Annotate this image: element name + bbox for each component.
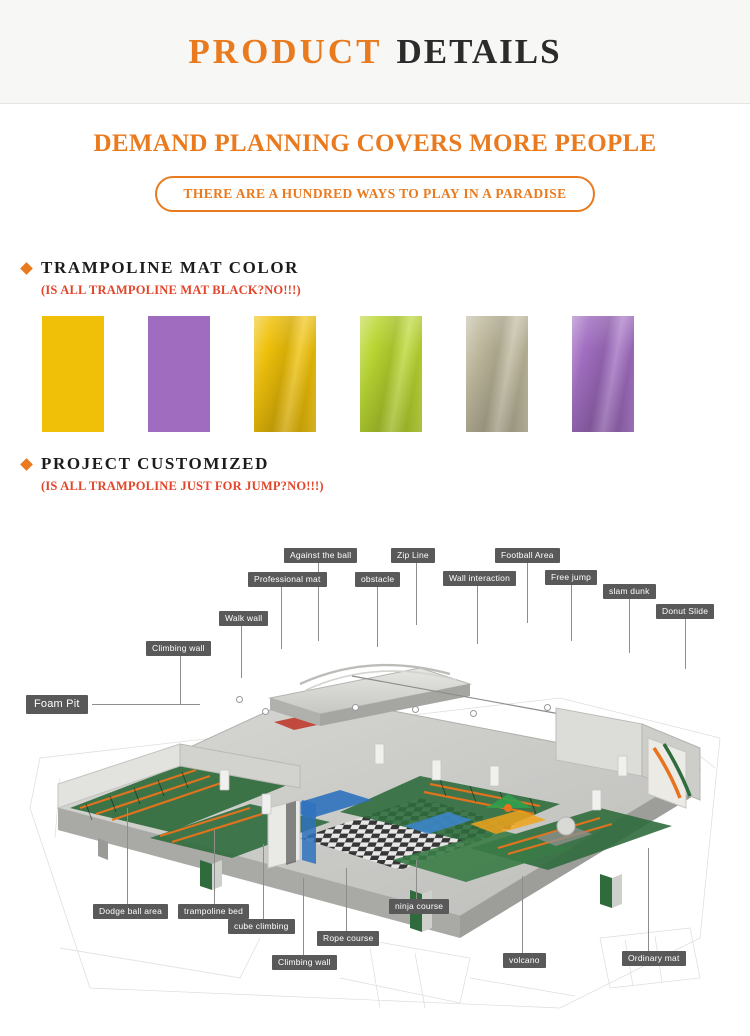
label-climbing-wall-top: Climbing wall — [146, 641, 211, 656]
leader-line — [214, 830, 215, 906]
label-trampoline-bed: trampoline bed — [178, 904, 249, 919]
leader-line — [377, 587, 378, 647]
callout-pin — [236, 696, 243, 703]
section-heading: DEMAND PLANNING COVERS MORE PEOPLE — [93, 130, 657, 157]
leader-line — [477, 586, 478, 644]
swatch-lime — [360, 316, 422, 432]
swatch-yellow — [254, 316, 316, 432]
leader-line — [522, 876, 523, 954]
swatch-sheen-vertical — [42, 316, 104, 432]
leader-line — [92, 704, 200, 705]
block-1-title-row — [22, 258, 750, 278]
label-ninja-course: ninja course — [389, 899, 449, 914]
block-1-title: TRAMPOLINE MAT COLOR — [41, 258, 300, 277]
label-walk-wall: Walk wall — [219, 611, 268, 626]
swatch-sheen-vertical — [148, 316, 210, 432]
label-football-area: Football Area — [495, 548, 560, 563]
callout-pin — [352, 704, 359, 711]
label-volcano: volcano — [503, 953, 546, 968]
label-free-jump: Free jump — [545, 570, 597, 585]
diamond-bullet-icon — [20, 262, 33, 275]
section-pill-wrap — [0, 176, 750, 212]
label-against-the-ball: Against the ball — [284, 548, 357, 563]
block-2-subtitle: (IS ALL TRAMPOLINE JUST FOR JUMP?NO!!!) — [41, 479, 324, 493]
label-cube-climbing: cube climbing — [228, 919, 295, 934]
leader-line — [303, 878, 304, 956]
swatch-purple — [572, 316, 634, 432]
callout-pin — [470, 710, 477, 717]
leader-line — [241, 626, 242, 678]
label-rope-course: Rope course — [317, 931, 379, 946]
leader-line — [127, 808, 128, 906]
block-1-subtitle: (IS ALL TRAMPOLINE MAT BLACK?NO!!!) — [41, 283, 301, 297]
leader-line — [685, 619, 686, 669]
swatch-sheen-vertical — [254, 316, 316, 432]
label-dodge-ball-area: Dodge ball area — [93, 904, 168, 919]
label-climbing-wall-bottom: Climbing wall — [272, 955, 337, 970]
leader-line — [180, 656, 181, 704]
swatch-sheen-vertical — [572, 316, 634, 432]
leader-line — [648, 848, 649, 952]
callout-pin — [262, 708, 269, 715]
page-title-product: PRODUCT — [188, 31, 383, 71]
label-obstacle: obstacle — [355, 572, 400, 587]
leader-line — [346, 868, 347, 932]
label-wall-interaction: Wall interaction — [443, 571, 516, 586]
leader-line — [416, 563, 417, 625]
diamond-bullet-icon — [20, 458, 33, 471]
park-plan-rendering — [0, 508, 750, 1028]
swatch-beige — [466, 316, 528, 432]
leader-line — [527, 563, 528, 623]
callout-pin — [544, 704, 551, 711]
label-donut-slide: Donut Slide — [656, 604, 714, 619]
label-foam-pit: Foam Pit — [26, 695, 88, 714]
swatch-green — [148, 316, 210, 432]
page-title-details: DETAILS — [396, 31, 562, 71]
label-zip-line: Zip Line — [391, 548, 435, 563]
leader-line — [629, 599, 630, 653]
swatch-sheen-vertical — [466, 316, 528, 432]
label-ordinary-mat: Ordinary mat — [622, 951, 686, 966]
block-trampoline-mat-color — [22, 258, 750, 298]
page-title — [188, 32, 561, 72]
swatch-blue — [42, 316, 104, 432]
swatch-sheen-vertical — [360, 316, 422, 432]
section-pill: THERE ARE A HUNDRED WAYS TO PLAY IN A PARADISE — [155, 176, 594, 212]
mat-color-swatches — [42, 316, 750, 432]
leader-line — [416, 860, 417, 900]
leader-line — [263, 844, 264, 920]
callout-pin — [412, 706, 419, 713]
leader-line — [281, 587, 282, 649]
leader-line — [571, 585, 572, 641]
page-header — [0, 0, 750, 104]
label-slam-dunk: slam dunk — [603, 584, 656, 599]
block-project-customized — [22, 454, 750, 494]
block-2-title-row — [22, 454, 750, 474]
block-2-title: PROJECT CUSTOMIZED — [41, 454, 269, 473]
label-professional-mat: Professional mat — [248, 572, 327, 587]
